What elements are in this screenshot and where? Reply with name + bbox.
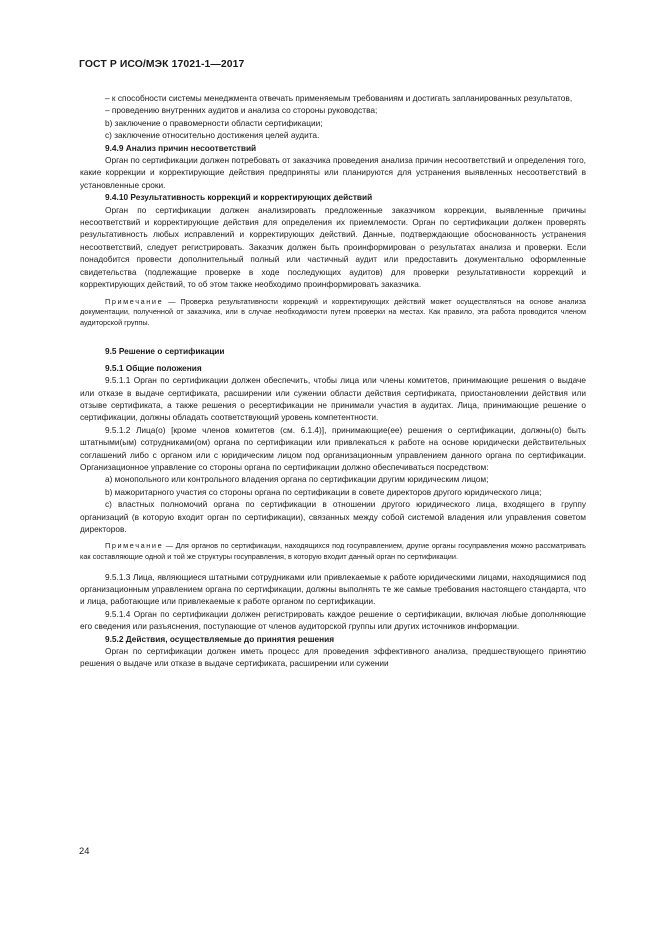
paragraph: 9.5.1.3 Лица, являющиеся штатными сотрудниками или привлекаемые к работе юридическими лицами, находящимися под организационным управлением органа по сертификации, должны выполнять те же самые требования настоящего стандарта, что и лица, работающие или привлекаемые к работе органом по сертификации. bbox=[80, 571, 586, 607]
list-item: c) властных полномочий органа по сертификации в отношении другого юридического лица, входящего в группу организаций (в которую входит орган по сертификации), связанных между собой системой владения или управления советом директоров. bbox=[80, 499, 586, 534]
paragraph: Орган по сертификации должен потребовать от заказчика проведения анализа причин несоответствий и определения того, какие коррекции и корректирующие действия предприняты или планируются для устранения выявленных несоответствий в установленные сроки. bbox=[80, 155, 586, 190]
paragraph: 9.5.1.1 Орган по сертификации должен обеспечить, чтобы лица или члены комитетов, принимающие решения о выдаче или отказе в выдаче сертификата, расширении или сужении области действия сертификата, приостановлении действия или отзыве сертификата, а также решения о ресертификации не принимали участия в аудитах. Лица, принимающие решение о сертификации, должны обладать соответствующий уровень компетентности. bbox=[80, 375, 586, 423]
section-heading-9-5-2: 9.5.2 Действия, осуществляемые до принятия решения bbox=[105, 633, 335, 644]
paragraph: Орган по сертификации должен иметь процесс для проведения эффективного анализа, предшествующего принятию решения о выдаче или отказе в выдаче сертификата, расширении или сужении bbox=[80, 646, 586, 669]
note-label: Примечание bbox=[105, 541, 164, 551]
list-item: – к способности системы менеджмента отвечать применяемым требованиям и достигать запланированных результатов, bbox=[105, 93, 573, 103]
note bbox=[80, 541, 586, 562]
section-heading-9-4-9: 9.4.9 Анализ причин несоответствий bbox=[105, 142, 257, 153]
paragraph: 9.5.1.4 Орган по сертификации должен регистрировать каждое решение о сертификации, включая любые дополняющие его сведения или разъяснения, поступающие от членов аудиторской группы или других источников информации. bbox=[80, 608, 586, 632]
paragraph: Орган по сертификации должен анализировать предложенные заказчиком коррекции, выявленные причины несоответствий и корректирующие действия для определения их приемлемости. Орган по сертификации должен проверять результативность любых исправлений и корректирующих действий. Данные, подтверждающие обоснованность устранения несоответствий, следует регистрировать. Заказчик должен быть проинформирован о результатах анализа и проверки. Если понадобится провести дополнительный полный или частичный аудит или предоставить документально оформленные свидетельства (подлежащие проверке в ходе последующих аудитов) для проверки результативности коррекций и корректирующих действий, то об этом также необходимо проинформировать заказчика. bbox=[80, 204, 586, 290]
note-text: — Для органов по сертификации, находящихся под госуправлением, другие органы госуправления можно рассматривать как составляющие одной и той же структуры госуправления, в которую входит данный орган по сертификации. bbox=[80, 541, 586, 561]
section-heading-9-4-10: 9.4.10 Результативность коррекций и корректирующих действий bbox=[105, 192, 373, 203]
section-heading-9-5: 9.5 Решение о сертификации bbox=[105, 346, 225, 357]
list-item: b) мажоритарного участия со стороны органа по сертификации в совете директоров другого юридического лица; bbox=[105, 486, 542, 497]
page-number: 24 bbox=[79, 845, 90, 856]
note bbox=[80, 297, 586, 329]
list-item: – проведению внутренних аудитов и анализа со стороны руководства; bbox=[105, 105, 378, 116]
document-header: ГОСТ Р ИСО/МЭК 17021-1—2017 bbox=[79, 59, 245, 70]
paragraph: 9.5.1.2 Лица(о) [кроме членов комитетов (см. 6.1.4)], принимающие(ее) решения о сертификации, должны(о) быть штатными(ым) сотрудниками(ом) органа по сертификации или привлекаться к работе на основе юридически действительных соглашений либо с органом или с юридическим лицом под организационным управлением данного органа по сертификации. Организационное управление со стороны органа по сертификации должно обеспечиваться посредством: bbox=[80, 424, 586, 472]
list-item: c) заключение относительно достижения целей аудита. bbox=[105, 130, 320, 141]
note-label: Примечание bbox=[105, 296, 164, 306]
list-item: a) монопольного или контрольного владения органа по сертификации другим юридическим лицом; bbox=[105, 474, 489, 485]
section-heading-9-5-1: 9.5.1 Общие положения bbox=[105, 362, 202, 373]
note-text: — Проверка результативности коррекций и корректирующих действий может осуществляться на основе анализа документации, полученной от заказчика, или в случае необходимости путем проверки на местах. Как правило, эта работа проводится членом аудиторской группы. bbox=[80, 296, 586, 327]
list-item: b) заключение о правомерности области сертификации; bbox=[105, 117, 323, 128]
page-body bbox=[80, 92, 586, 670]
